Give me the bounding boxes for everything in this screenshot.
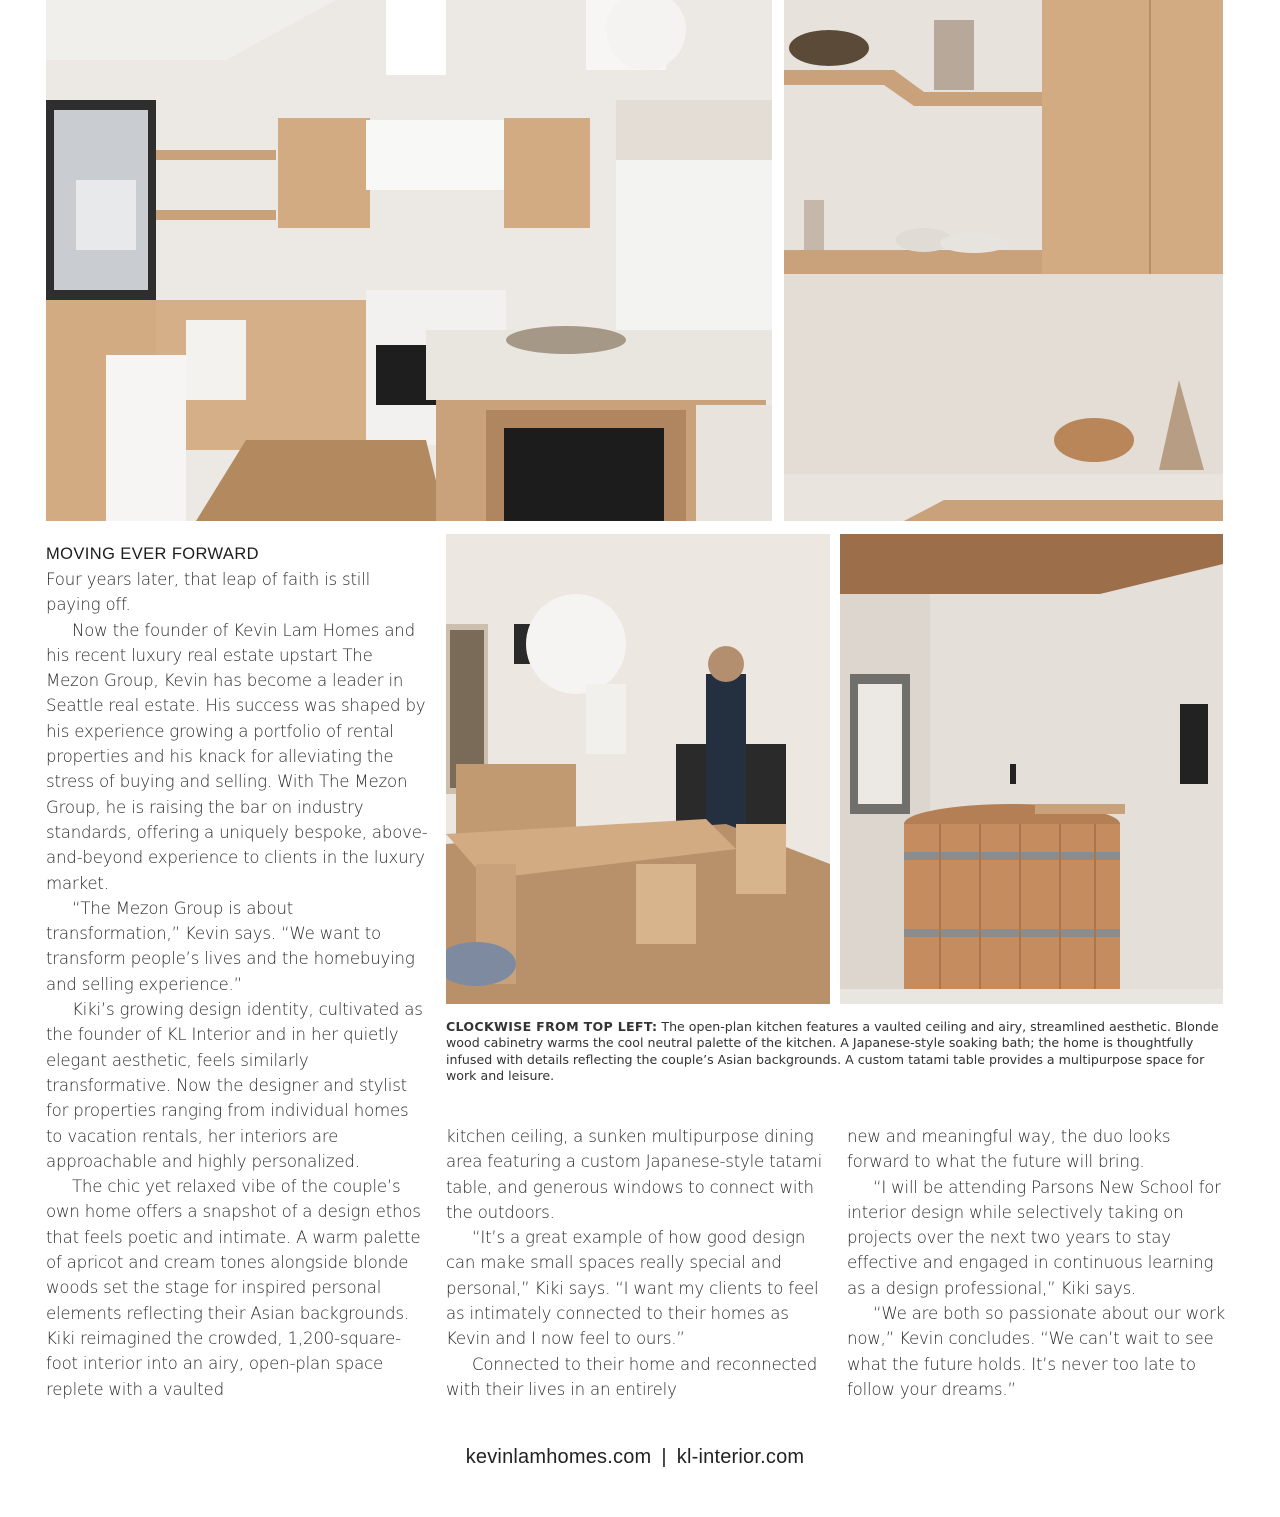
article-column-1 xyxy=(46,567,428,1402)
paragraph: “I will be attending Parsons New School for interior design while selectively taking on projects over the next two years to stay effective and engaged in continuous learning as a design professional,” Kiki says. xyxy=(847,1177,1221,1298)
paragraph: The chic yet relaxed vibe of the couple’s own home offers a snapshot of a design ethos that feels poetic and intimate. A warm palette of apricot and cream tones alongside blonde woods set the stage for inspired personal elements reflecting their Asian backgrounds. Kiki reimagined the crowded, 1,200-square-foot interior into an airy, open-plan space replete with a vaulted xyxy=(46,1177,421,1399)
footer-links xyxy=(0,1446,1270,1469)
caption-label: CLOCKWISE FROM TOP LEFT: xyxy=(446,1019,658,1034)
article-column-2 xyxy=(446,1124,830,1402)
bath-photo xyxy=(840,534,1223,1004)
footer-link-kevinlamhomes[interactable]: kevinlamhomes.com xyxy=(465,1446,652,1468)
footer-separator: | xyxy=(661,1446,667,1468)
paragraph: Kiki’s growing design identity, cultivated as the founder of KL Interior and in her quietly elegant aesthetic, feels similarly transformative. Now the designer and stylist for properties ranging from individual homes to vacation rentals, her interiors are approachable and highly personalized. xyxy=(46,1000,423,1171)
section-heading: MOVING EVER FORWARD xyxy=(46,545,259,563)
shelves-photo xyxy=(784,0,1223,521)
paragraph: kitchen ceiling, a sunken multipurpose dining area featuring a custom Japanese-style tatami table, and generous windows to connect with the outdoors. xyxy=(446,1127,823,1222)
paragraph: Four years later, that leap of faith is still paying off. xyxy=(46,570,370,615)
dining-photo xyxy=(446,534,830,1004)
photo-caption xyxy=(446,1019,1226,1085)
paragraph: “It’s a great example of how good design can make small spaces really special and personal,” Kiki says. “I want my clients to feel as intimately connected to their homes as Kevin and I now feel to ours.” xyxy=(446,1228,819,1349)
paragraph: Connected to their home and reconnected with their lives in an entirely xyxy=(446,1354,818,1399)
kitchen-photo xyxy=(46,0,772,521)
article-column-3 xyxy=(847,1124,1231,1402)
footer-link-kl-interior[interactable]: kl-interior.com xyxy=(676,1446,805,1468)
paragraph: new and meaningful way, the duo looks forward to what the future will bring. xyxy=(847,1127,1171,1172)
paragraph: “We are both so passionate about our work now,” Kevin concludes. “We can’t wait to see what the future holds. It’s never too late to follow your dreams.” xyxy=(847,1304,1225,1399)
caption-text: The open-plan kitchen features a vaulted ceiling and airy, streamlined aesthetic. Blonde wood cabinetry warms the cool neutral palette of the kitchen. A Japanese-style soaking bath; the home is thoughtfully infused with details reflecting the couple’s Asian backgrounds. A custom tatami table provides a multipurpose space for work and leisure. xyxy=(446,1019,1219,1084)
paragraph: “The Mezon Group is about transformation,” Kevin says. “We want to transform people’s lives and the homebuying and selling experience.” xyxy=(46,898,415,994)
paragraph: Now the founder of Kevin Lam Homes and his recent luxury real estate upstart The Mezon Group, Kevin has become a leader in Seattle real estate. His success was shaped by his experience growing a portfolio of rental properties and his knack for alleviating the stress of buying and selling. With The Mezon Group, he is raising the bar on industry standards, offering a uniquely bespoke, above-and-beyond experience to clients in the luxury market. xyxy=(46,620,428,893)
